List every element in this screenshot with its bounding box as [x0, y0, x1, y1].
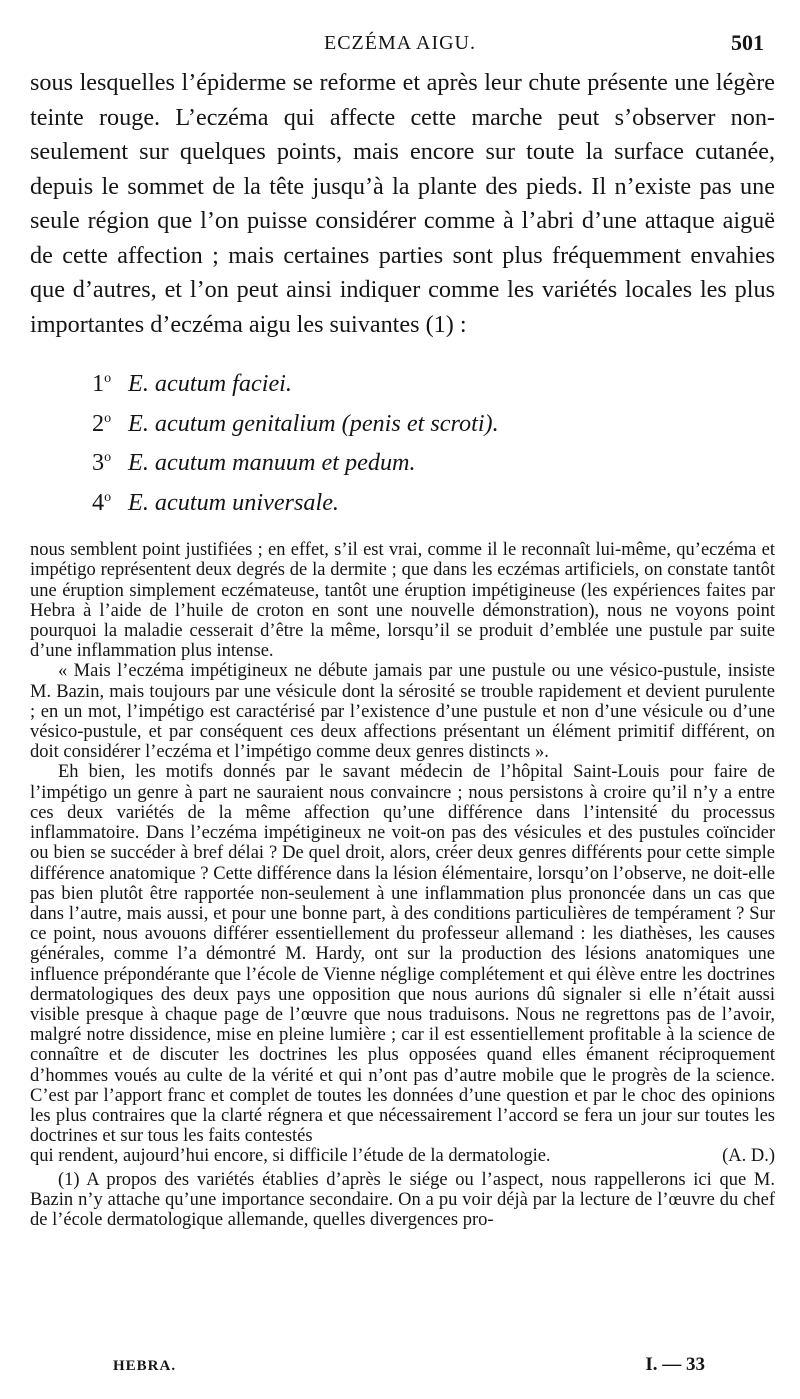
variety-name: acutum universale. — [154, 488, 339, 516]
variety-abbr: E. — [128, 488, 149, 516]
variety-item — [92, 481, 775, 521]
ordinal-mark: o — [104, 450, 112, 466]
ordinal-mark: o — [104, 371, 112, 386]
varieties-list — [30, 362, 775, 520]
variety-item — [92, 441, 775, 481]
annotation-paragraph: Eh bien, les motifs donnés par le savant médecin de l’hôpital Saint-Louis pour faire de l’impétigo un genre à part ne sauraient nous convaincre ; nous persistons à croire qu’il n’y a entre ces deux variétés de la même affection qu’une différence dans l’intensité du processus inflammatoire. Dans l’eczéma impétigineux ne voit-on pas des vésicules et des pustules coïncider ou bien se succéder à bref délai ? De quel droit, alors, créer deux genres différents pour cette simple différence anatomique ? Cette différence dans la lésion élémentaire, lorsqu’on l’observe, ne doit-elle pas bien plutôt être rapportée non-seulement à une inflammation plus prononcée dans un cas que dans l’autre, mais aussi, et pour une bonne part, à des conditions particulières de tempérament ? Sur ce point, nous avouons différer essentiellement du professeur allemand : les diathèses, les causes générales, comme l’a démontré M. Hardy, ont sur la production des lésions anatomiques une influence prépondérante que l’école de Vienne néglige complétement et qui élève entre les doctrines dermatologiques des deux pays une opposition que nous aurions dû signaler si elle n’était aussi visible presque à chaque page de l’œuvre que nous traduisons. Nous ne regrettons pas de l’avoir, malgré notre dissidence, mise en pleine lumière ; car il est essentiellement profitable à la science de connaître et de discuter les doctrines les plus opposées quand elles émanent réciproquement d’hommes voués au culte de la vérité et qui n’ont pas d’autre mobile que le progrès de la science. C’est par l’apport franc et complet de toutes les données d’une question et par le choc des opinions les plus contraires que la clarté régnera et que nécessairement l’accord se fera un jour sur toutes les doctrines et sur tous les faits contestés — [30, 762, 775, 1147]
ordinal-mark: o — [104, 410, 112, 426]
small-print-section — [30, 540, 775, 1230]
main-text — [30, 66, 775, 1230]
page-footer — [0, 1350, 800, 1380]
footnote-text: (1) A propos des variétés établies d’après le siége ou l’aspect, nous rappellerons ici que M. Bazin n’y attache qu’une importance secondaire. On a pu voir déjà par la lecture de l’œuvre du chef de l’école dermatologique allemande, quelles divergences pro- — [30, 1169, 775, 1230]
footnote — [30, 1170, 775, 1231]
page-number: 501 — [731, 30, 764, 55]
paragraph-continuation: sous lesquelles l’épiderme se reforme et après leur chute présente une légère teinte rouge. L’eczéma qui affecte cette marche peut s’observer non-seulement sur quelques points, mais encore sur toute la surface cutanée, depuis le sommet de la tête jusqu’à la plante des pieds. Il n’existe pas une seule région que l’on puisse considérer comme à l’abri d’une attaque aiguë de cette affection ; mais certaines parties sont plus fréquemment envahies que d’autres, et l’on peut ainsi indiquer comme les variétés locales les plus importantes d’eczéma aigu les suivantes (1) : — [30, 69, 775, 338]
variety-number: 1 — [92, 370, 105, 398]
closing-line — [30, 1146, 775, 1166]
signature-mark: HEBRA. — [113, 1358, 177, 1374]
variety-number: 4 — [92, 488, 105, 516]
running-title: ECZÉMA AIGU. — [324, 32, 476, 54]
sheet-number: I. — 33 — [645, 1354, 705, 1375]
variety-number: 3 — [92, 449, 105, 477]
variety-abbr: E. — [128, 449, 149, 477]
large-print-section — [30, 66, 775, 342]
variety-abbr: E. — [128, 409, 149, 437]
variety-item — [92, 402, 775, 442]
variety-name: acutum manuum et pedum. — [154, 449, 416, 477]
ordinal-mark: o — [104, 489, 112, 505]
variety-name: acutum faciei. — [154, 370, 292, 398]
closing-text: qui rendent, aujourd’hui encore, si difficile l’étude de la dermatologie. — [30, 1146, 551, 1167]
page-header — [0, 26, 800, 60]
annotation-paragraph: nous semblent point justifiées ; en effet, s’il est vrai, comme il le reconnaît lui-même, qu’eczéma et impétigo représentent deux degrés de la dermite ; que dans les eczémas artificiels, on constate tantôt une éruption simplement eczémateuse, tantôt une éruption impétigineuse (les expériences faites par Hebra à l’aide de l’huile de croton en sont une nouvelle démonstration), nous ne voyons point pourquoi la maladie cesserait d’être la même, lorsqu’il se produit d’emblée une pustule par suite d’une inflammation plus intense. — [30, 540, 775, 662]
translator-signature: (A. D.) — [722, 1146, 775, 1167]
variety-name: acutum genitalium (penis et scroti). — [154, 409, 499, 437]
variety-number: 2 — [92, 409, 105, 437]
variety-abbr: E. — [128, 370, 149, 398]
variety-item — [92, 362, 775, 402]
annotation-paragraph: « Mais l’eczéma impétigineux ne débute jamais par une pustule ou une vésico-pustule, insiste M. Bazin, mais toujours par une vésicule dont la sérosité se trouble rapidement et devient purulente ; en un mot, l’impétigo est caractérisé par l’existence d’une pustule et non d’une vésicule ou d’une vésico-pustule, et par conséquent ces deux affections présentant un élément primitif différent, on doit considérer l’eczéma et l’impétigo comme deux genres distincts ». — [30, 661, 775, 763]
